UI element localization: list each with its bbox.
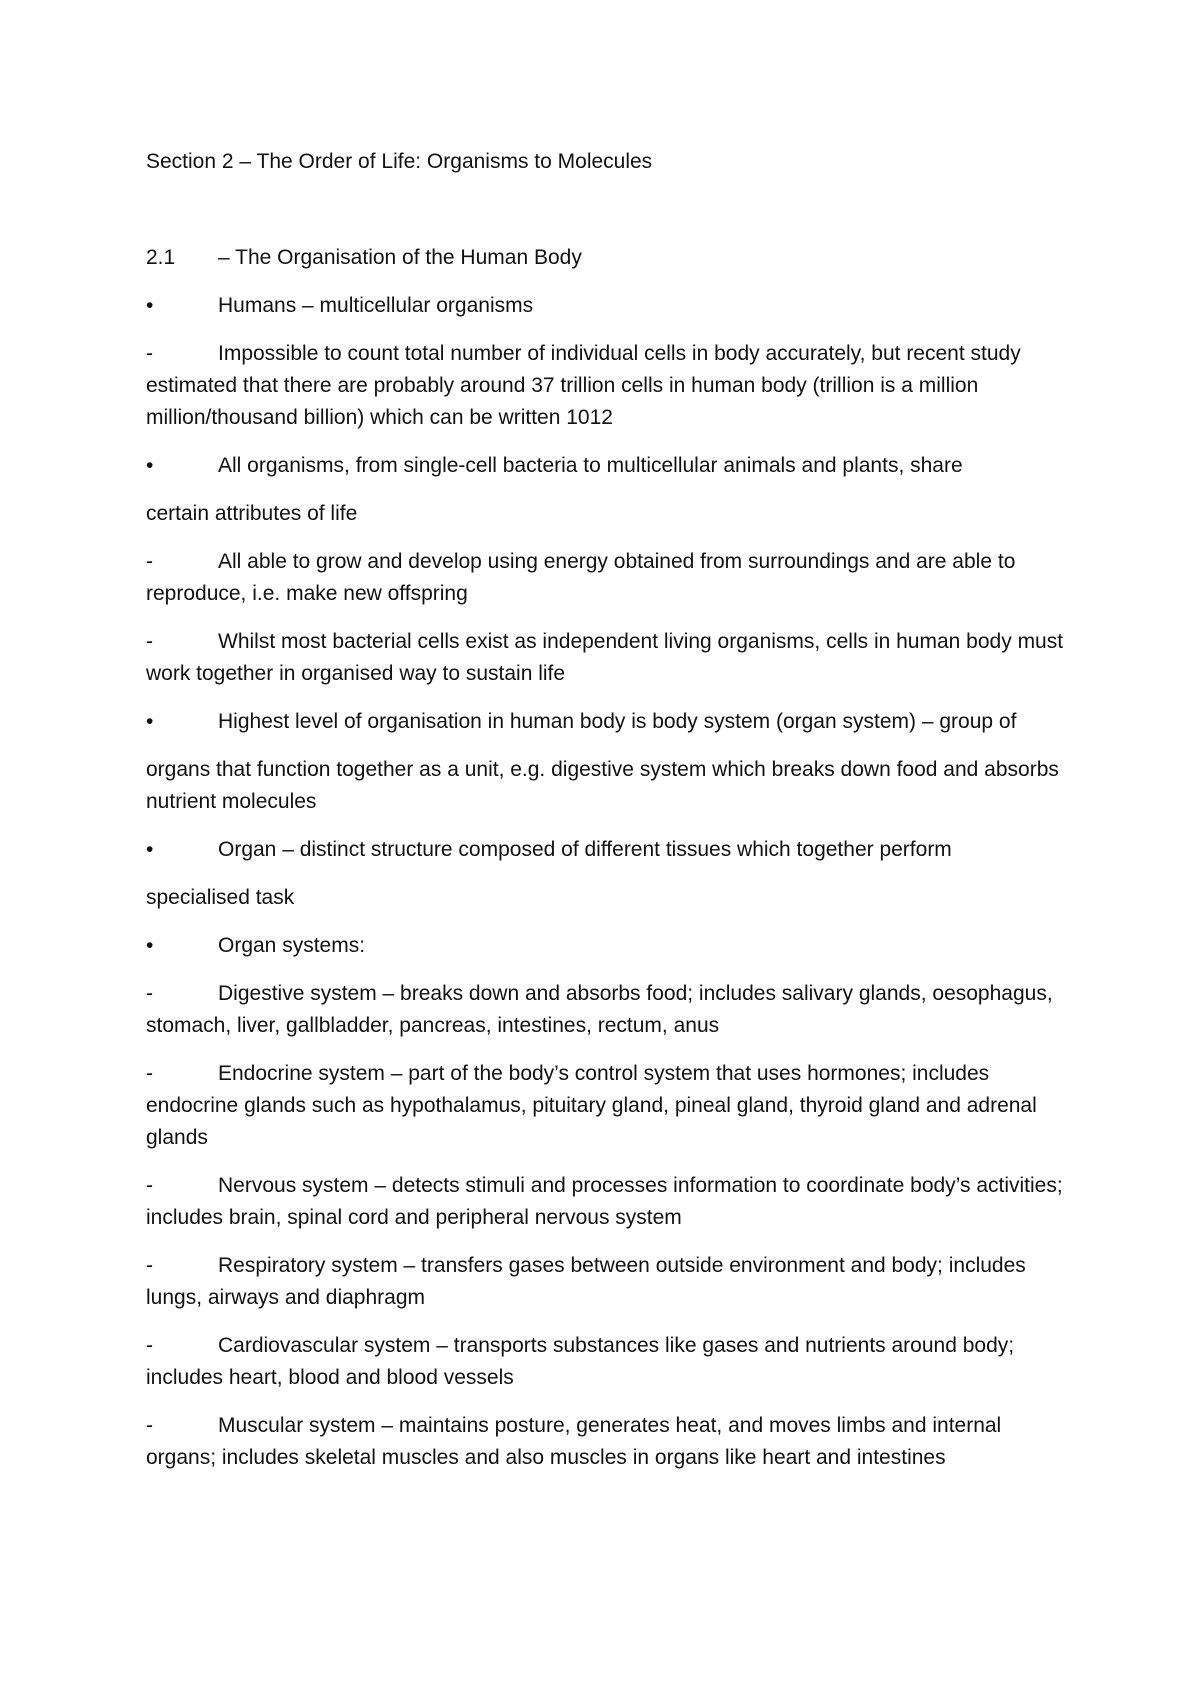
dash-text-first: Cardiovascular system – transports substances like gases and nutrients around body;	[218, 1334, 1015, 1357]
dash-item	[146, 626, 1066, 690]
bullet-continuation: certain attributes of life	[146, 502, 358, 525]
bullet-text: All organisms, from single-cell bacteria to multicellular animals and plants, share	[218, 454, 963, 477]
dash-marker: -	[146, 1254, 153, 1277]
dash-text-rest: must work together in organised way to sustain life	[146, 630, 1064, 685]
dash-text-rest: oesophagus, stomach, liver, gallbladder, pancreas, intestines, rectum, anus	[146, 982, 1053, 1037]
dash-item	[146, 546, 1066, 610]
bullet-item	[146, 290, 1066, 322]
bullet-item	[146, 930, 1066, 962]
dash-text-rest: study estimated that there are probably around 37 trillion cells in human body (trillion is a million million/thousand billion) which can be written 1012	[146, 342, 1021, 429]
bullet-item	[146, 834, 1066, 866]
bullet-marker: •	[146, 710, 154, 733]
dash-item	[146, 1170, 1066, 1234]
bullet-marker: •	[146, 934, 154, 957]
dash-item	[146, 1330, 1066, 1394]
dash-text-first: Whilst most bacterial cells exist as independent living organisms, cells in human body	[218, 630, 1012, 653]
subsection-heading	[146, 242, 1066, 274]
bullet-text: Highest level of organisation in human body is body system (organ system) – group of	[218, 710, 1017, 733]
dash-text-first: Muscular system – maintains posture, generates heat, and moves limbs and internal	[218, 1414, 1002, 1437]
bullet-text: Organ systems:	[218, 934, 366, 957]
bullet-marker: •	[146, 294, 154, 317]
bullet-item	[146, 450, 1066, 482]
bullet-text: Humans – multicellular organisms	[218, 294, 534, 317]
dash-text-first: Respiratory system – transfers gases between outside environment and body;	[218, 1254, 943, 1277]
dash-text-rest: activities; includes brain, spinal cord and peripheral nervous system	[146, 1174, 1063, 1229]
dash-marker: -	[146, 1062, 153, 1085]
bullet-marker: •	[146, 838, 154, 861]
dash-item	[146, 1058, 1066, 1154]
bullet-item	[146, 706, 1066, 738]
dash-item	[146, 1410, 1066, 1474]
dash-text-rest: organs; includes skeletal muscles and also muscles in organs like heart and intestines	[146, 1446, 946, 1469]
dash-marker: -	[146, 1414, 153, 1437]
subsection-number: 2.1	[146, 246, 176, 269]
section-title: Section 2 – The Order of Life: Organisms to Molecules	[146, 150, 653, 173]
dash-text-rest: includes heart, blood and blood vessels	[146, 1366, 514, 1389]
dash-item	[146, 1250, 1066, 1314]
dash-text-rest: includes lungs, airways and diaphragm	[146, 1254, 1026, 1309]
dash-text-rest: endocrine glands such as hypothalamus, pituitary gland, pineal gland, thyroid gland and adrenal glands	[146, 1094, 1037, 1149]
dash-item	[146, 338, 1066, 434]
dash-marker: -	[146, 1174, 153, 1197]
bullet-continuation: specialised task	[146, 886, 295, 909]
dash-text-first: Endocrine system – part of the body’s control system that uses hormones; includes	[218, 1062, 990, 1085]
dash-marker: -	[146, 550, 153, 573]
subsection-heading-text: – The Organisation of the Human Body	[218, 246, 582, 269]
dash-item	[146, 978, 1066, 1042]
dash-text-first: Digestive system – breaks down and absorbs food; includes salivary glands,	[218, 982, 927, 1005]
bullet-text: Organ – distinct structure composed of different tissues which together perform	[218, 838, 952, 861]
dash-text-rest: to reproduce, i.e. make new offspring	[146, 550, 1016, 605]
bullet-marker: •	[146, 454, 154, 477]
dash-text-first: All able to grow and develop using energy obtained from surroundings and are able	[218, 550, 993, 573]
dash-marker: -	[146, 630, 153, 653]
dash-text-first: Impossible to count total number of individual cells in body accurately, but recent	[218, 342, 965, 365]
dash-text-first: Nervous system – detects stimuli and processes information to coordinate body’s	[218, 1174, 971, 1197]
dash-marker: -	[146, 1334, 153, 1357]
document-body	[146, 146, 1066, 1490]
dash-marker: -	[146, 982, 153, 1005]
dash-marker: -	[146, 342, 153, 365]
bullet-continuation: organs that function together as a unit, e.g. digestive system which breaks down food and absorbs nutrient molecules	[146, 758, 1059, 813]
